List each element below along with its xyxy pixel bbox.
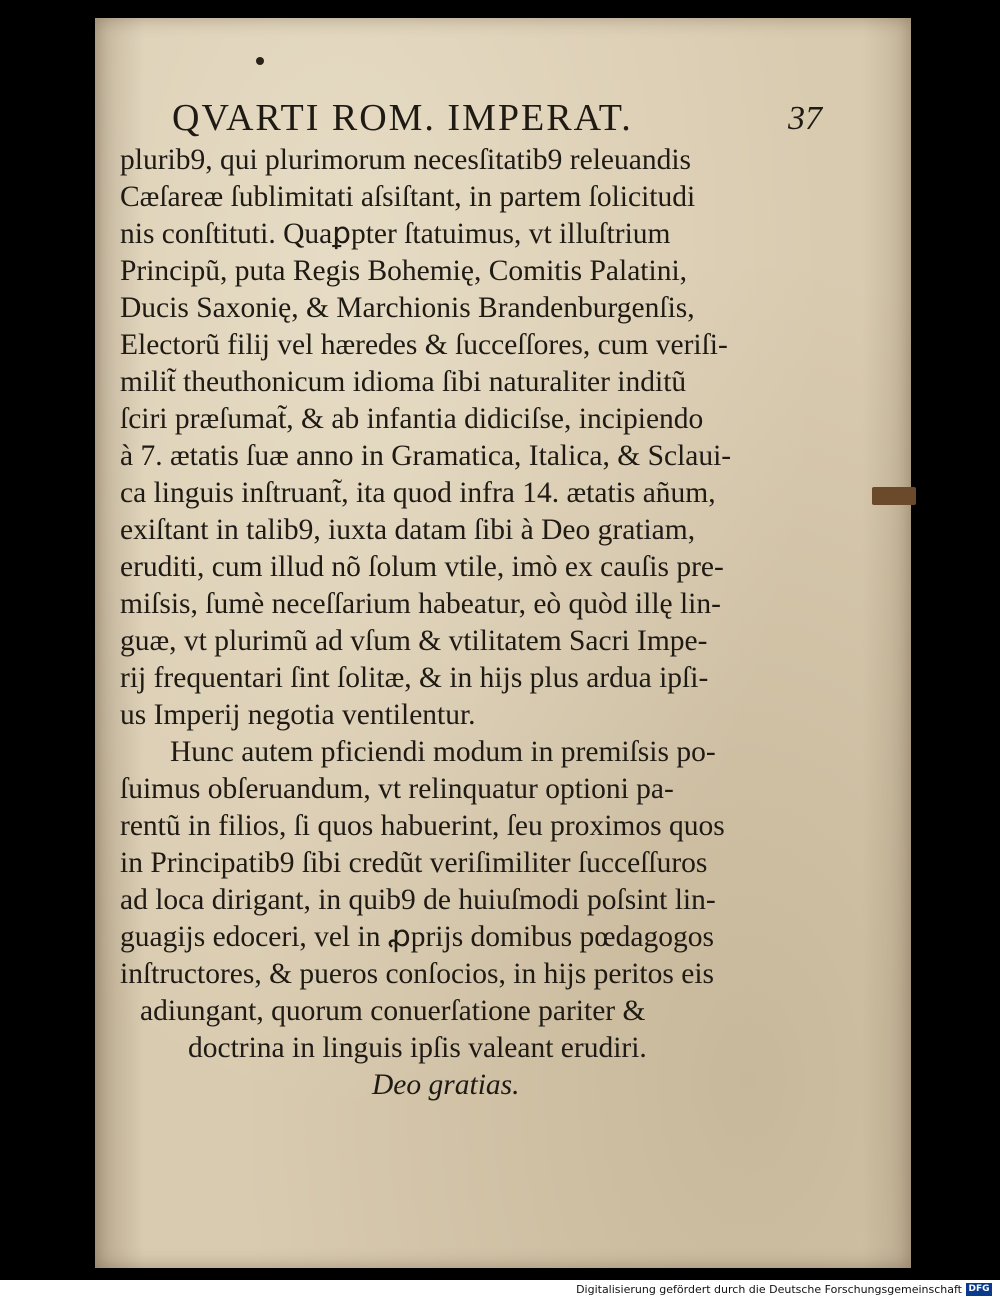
body-text xyxy=(120,142,810,1104)
text-line: ſciri præſumat̃, & ab infantia didiciſse, incipiendo xyxy=(120,403,704,435)
text-line: miſsis, ſumè neceſſarium habeatur, eò quòd illę lin- xyxy=(120,588,721,620)
text-line: Principũ, puta Regis Bohemię, Comitis Palatini, xyxy=(120,255,688,287)
running-head xyxy=(172,96,822,144)
page-tab-marker xyxy=(872,487,916,505)
text-line: rij frequentari ſint ſolitæ, & in hijs plus ardua ipſi- xyxy=(120,662,709,694)
closing-deo-gratias: Deo gratias. xyxy=(372,1069,520,1101)
text-line: us Imperij negotia ventilentur. xyxy=(120,699,476,731)
text-line: ad loca dirigant, in quib9 de huiuſmodi poſsint lin- xyxy=(120,884,716,916)
text-line: ca linguis inſtruant̃, ita quod infra 14. ætatis añum, xyxy=(120,477,716,509)
text-line: rentũ in filios, ſi quos habuerint, ſeu proximos quos xyxy=(120,810,725,842)
text-line: exiſtant in talib9, iuxta datam ſibi à Deo gratiam, xyxy=(120,514,696,546)
text-line: Ducis Saxonię, & Marchionis Brandenburgenſis, xyxy=(120,292,695,324)
text-line: plurib9, qui plurimorum necesſitatib9 releuandis xyxy=(120,144,692,176)
text-line: Hunc autem pficiendi modum in premiſsis po- xyxy=(170,736,716,768)
closing-line: adiungant, quorum conuerſatione pariter & xyxy=(140,995,646,1027)
page-number: 37 xyxy=(788,100,822,137)
text-line: Electorũ filij vel hæredes & ſucceſſores, cum veriſi- xyxy=(120,329,728,361)
text-line: Cæſareæ ſublimitati aſsiſtant, in partem ſolicitudi xyxy=(120,181,696,213)
text-line: guagijs edoceri, vel in ꝓprijs domibus pœdagogos xyxy=(120,921,714,953)
footer-credit: Digitalisierung gefördert durch die Deutsche Forschungsgemeinschaft xyxy=(576,1283,962,1296)
text-line: milit̃ theuthonicum idioma ſibi naturaliter inditũ xyxy=(120,366,687,398)
text-line: in Principatib9 ſibi credũt veriſimiliter ſucceſſuros xyxy=(120,847,708,879)
closing-line: doctrina in linguis ipſis valeant erudiri. xyxy=(188,1032,647,1064)
text-line: guæ, vt plurimũ ad vſum & vtilitatem Sacri Impe- xyxy=(120,625,708,657)
text-line: inſtructores, & pueros conſocios, in hijs peritos eis xyxy=(120,958,715,990)
text-line: eruditi, cum illud nõ ſolum vtile, imò ex cauſis pre- xyxy=(120,551,724,583)
footer-bar xyxy=(0,1280,1000,1300)
ink-spot xyxy=(256,57,264,65)
text-line: à 7. ætatis ſuæ anno in Gramatica, Italica, & Sclaui- xyxy=(120,440,732,472)
text-line: nis conſtituti. Quaꝑpter ſtatuimus, vt illuſtrium xyxy=(120,218,671,250)
dfg-logo: DFG xyxy=(966,1283,992,1296)
running-title: QVARTI ROM. IMPERAT. xyxy=(172,97,633,139)
text-line: ſuimus obſeruandum, vt relinquatur optioni pa- xyxy=(120,773,674,805)
